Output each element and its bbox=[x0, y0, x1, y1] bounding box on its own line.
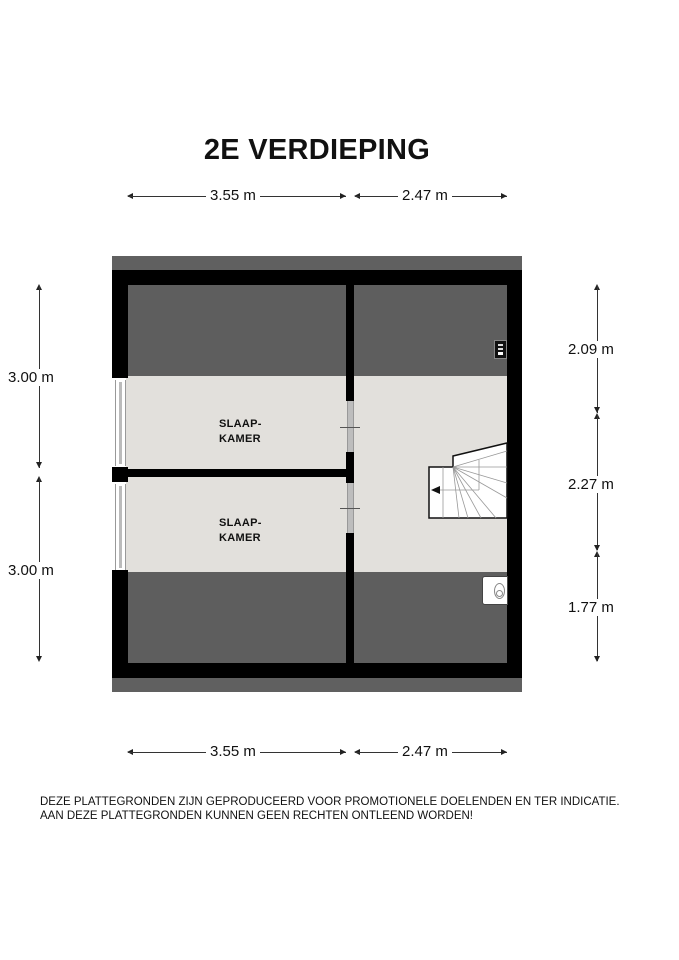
dimension-label-left-lower: 3.00 m bbox=[8, 562, 54, 579]
dimension-label-left-upper: 3.00 m bbox=[8, 369, 54, 386]
dimension-label-bottom-right: 2.47 m bbox=[398, 743, 452, 760]
disclaimer-line-1: DEZE PLATTEGRONDEN ZIJN GEPRODUCEERD VOOR PROMOTIONELE DOELENDEN EN TER INDICATIE. bbox=[40, 796, 620, 808]
dimension-label-right-lower: 1.77 m bbox=[568, 599, 614, 616]
dimension-label-top-right: 2.47 m bbox=[398, 187, 452, 204]
central-wall-bottom bbox=[346, 533, 354, 663]
door-marker bbox=[340, 508, 360, 509]
boiler-icon bbox=[494, 340, 507, 359]
dimension-label-right-upper: 2.09 m bbox=[568, 341, 614, 358]
central-wall-top bbox=[346, 285, 354, 401]
arrow-down-icon bbox=[594, 656, 600, 662]
arrow-right-icon bbox=[501, 193, 507, 199]
door-marker bbox=[340, 427, 360, 428]
room-label-line: KAMER bbox=[219, 532, 261, 544]
central-wall-middle bbox=[346, 452, 354, 483]
toilet-icon bbox=[482, 576, 508, 605]
low-ceiling-zone-top bbox=[128, 285, 507, 376]
room-label-line: KAMER bbox=[219, 433, 261, 445]
dimension-label-bottom-left: 3.55 m bbox=[206, 743, 260, 760]
room-label-bedroom-lower bbox=[219, 516, 262, 546]
room-label-line: SLAAP- bbox=[219, 418, 262, 430]
room-label-line: SLAAP- bbox=[219, 517, 262, 529]
low-ceiling-zone-bottom bbox=[128, 572, 507, 663]
roof-band-bottom bbox=[112, 678, 522, 692]
staircase-icon bbox=[426, 440, 508, 522]
arrow-down-icon bbox=[36, 462, 42, 468]
arrow-down-icon bbox=[36, 656, 42, 662]
disclaimer bbox=[40, 795, 620, 823]
arrow-right-icon bbox=[340, 749, 346, 755]
arrow-right-icon bbox=[501, 749, 507, 755]
door-lower-bedroom bbox=[347, 483, 354, 535]
window-lower-bedroom bbox=[115, 484, 126, 570]
roof-band-top bbox=[112, 256, 522, 270]
window-upper-bedroom bbox=[115, 380, 126, 466]
dimension-label-right-middle: 2.27 m bbox=[568, 476, 614, 493]
floor-title: 2E VERDIEPING bbox=[203, 134, 431, 166]
room-label-bedroom-upper bbox=[219, 417, 262, 447]
bedroom-divider-wall bbox=[128, 469, 350, 477]
dimension-label-top-left: 3.55 m bbox=[206, 187, 260, 204]
window-mullion bbox=[112, 467, 128, 482]
arrow-right-icon bbox=[340, 193, 346, 199]
disclaimer-line-2: AAN DEZE PLATTEGRONDEN KUNNEN GEEN RECHTEN ONTLEEND WORDEN! bbox=[40, 810, 474, 822]
